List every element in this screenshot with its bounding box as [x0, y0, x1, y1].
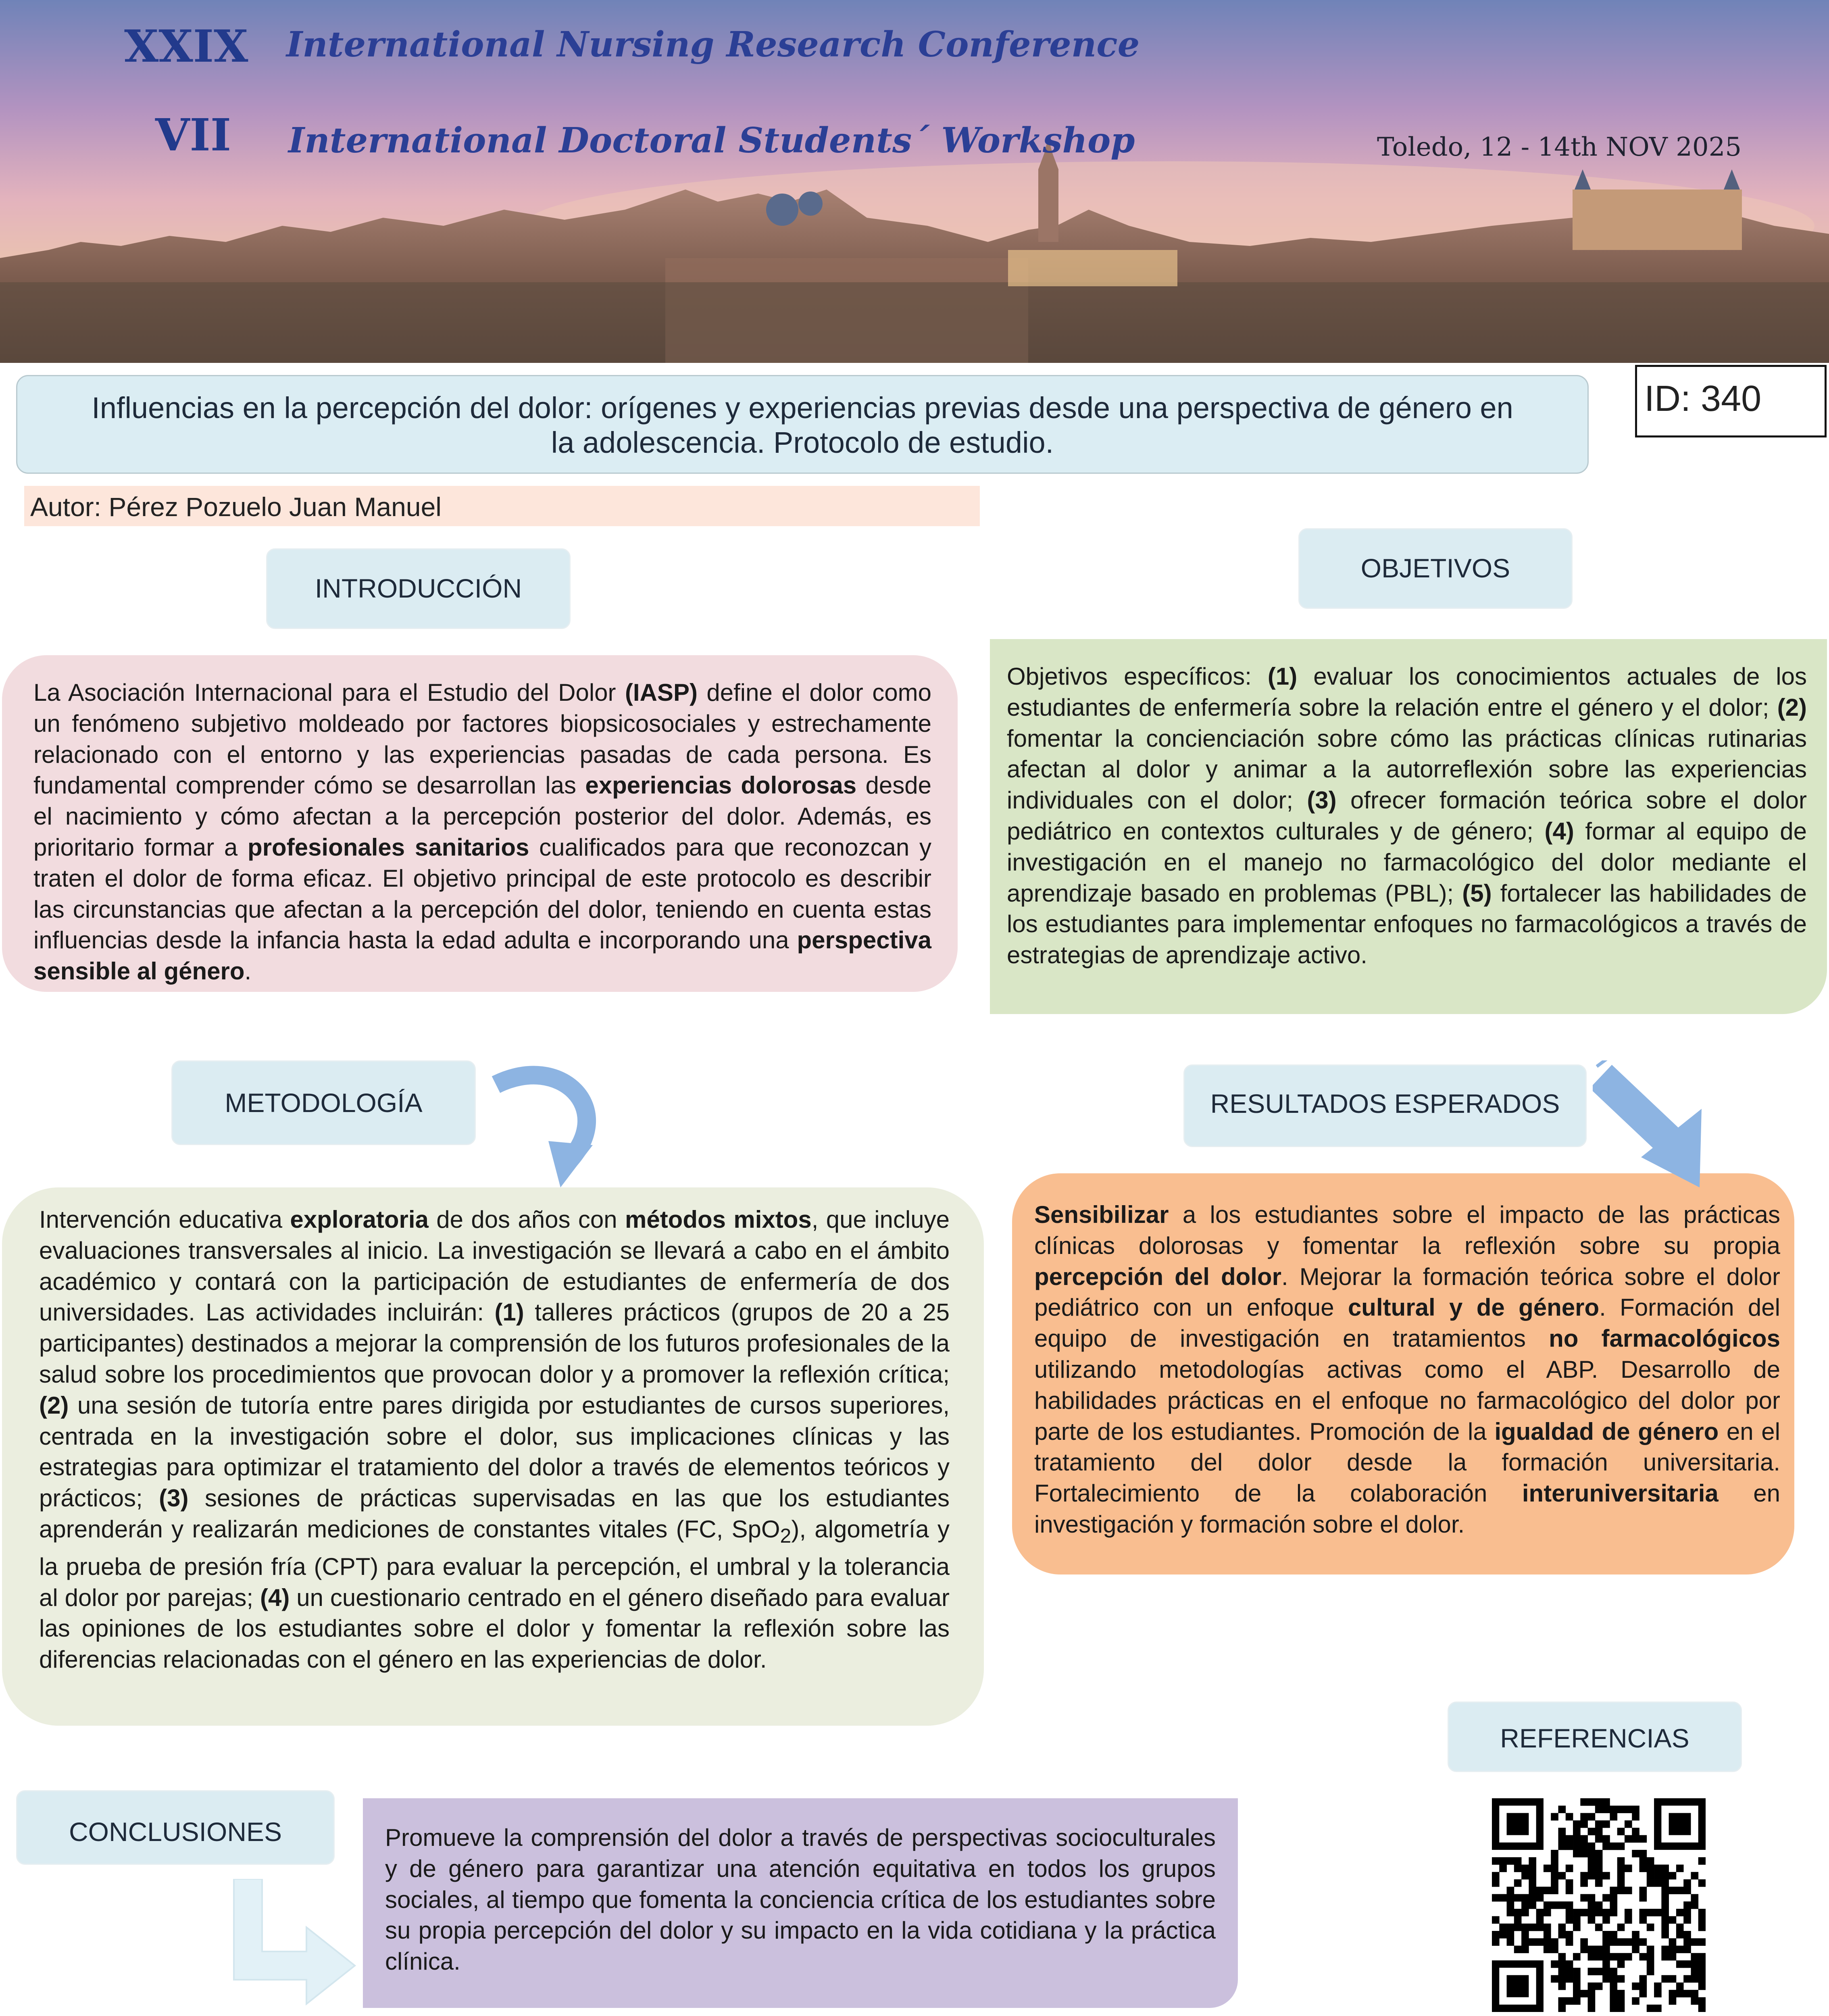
bent-arrow-icon — [226, 1879, 359, 2012]
poster-title — [16, 375, 1589, 474]
section-header-expected-results: RESULTADOS ESPERADOS — [1183, 1064, 1587, 1147]
header-banner — [0, 0, 1829, 363]
results-bold: percepción del dolor — [1034, 1263, 1281, 1290]
objectives-text-part: ofrecer formación teórica sobre el dolor pediátrico en contextos culturales y de género; — [1007, 787, 1807, 845]
methodology-bold-mixed-methods: métodos mixtos — [625, 1206, 812, 1233]
intro-text-part: desde el nacimiento y cómo afectan a la percepción posterior del dolor. Además, es prioritario formar a — [33, 772, 931, 861]
expected-results-text — [1012, 1173, 1794, 1574]
spo2-subscript: 2 — [780, 1524, 792, 1547]
methodology-text — [2, 1187, 984, 1726]
section-header-objectives: OBJETIVOS — [1298, 528, 1573, 609]
section-header-conclusions: CONCLUSIONES — [16, 1790, 335, 1865]
methodology-text-part: Intervención educativa — [39, 1206, 290, 1233]
objectives-text — [990, 639, 1827, 1014]
methodology-text-part: talleres prácticos (grupos de 20 a 25 participantes) destinados a mejorar la comprensión de los futuros profesionales de la salud sobre los procedimientos que provocan dolor y a promover la reflexión crítica; — [39, 1299, 950, 1388]
diagonal-arrow-icon — [1593, 1060, 1714, 1193]
objectives-text-part: fortalecer las habilidades de los estudiantes para implementar enfoques no farmacológicos a través de estrategias de aprendizaje activo. — [1007, 879, 1807, 969]
results-text-part: . Mejorar la formación teórica sobre el dolor pediátrico con un enfoque — [1034, 1263, 1780, 1321]
objective-number: (2) — [1777, 694, 1807, 721]
results-bold: no farmacológicos — [1549, 1325, 1780, 1352]
objective-number: (5) — [1462, 879, 1492, 907]
intro-text-part: define el dolor como un fenómeno subjetivo moldeado por factores biopsicosociales y estrechamente relacionado con el entorno y las experiencias pasadas de cada persona. Es fundamental comprender cómo se desarrollan las — [33, 679, 931, 799]
objectives-text-part: fomentar la concienciación sobre cómo las prácticas clínicas rutinarias afectan al dolor y animar a la autorreflexión sobre las experiencias individuales con el dolor; — [1007, 725, 1807, 814]
intro-text-part: cualificados para que reconozcan y traten el dolor de forma eficaz. El objetivo principal de este protocolo es describir las circunstancias que afectan a la percepción del dolor, teniendo en cuenta estas influencias desde la infancia hasta la edad adulta e incorporando una — [33, 833, 931, 954]
objectives-text-part: evaluar los conocimientos actuales de los estudiantes de enfermería sobre la relación entre el género y el dolor; — [1007, 663, 1807, 721]
workshop-title: International Doctoral Students´ Workshop — [288, 120, 1135, 161]
intro-bold-painful-experiences: experiencias dolorosas — [585, 772, 857, 799]
objective-number: (1) — [1267, 663, 1298, 690]
results-bold: igualdad de género — [1494, 1418, 1719, 1445]
results-text-part: utilizando metodologías activas como el ABP. Desarrollo de habilidades prácticas en el enfoque no farmacológico del dolor por parte de los estudiantes. Promoción de la — [1034, 1356, 1780, 1445]
activity-number: (1) — [494, 1299, 524, 1326]
methodology-text-part: un cuestionario centrado en el género diseñado para evaluar las opiniones de los estudiantes sobre el dolor y fomentar la reflexión sobre las diferencias relacionadas con el género en las experiencias de dolor. — [39, 1584, 950, 1673]
methodology-text-part: sesiones de prácticas supervisadas en las que los estudiantes aprenderán y realizarán mediciones de constantes vitales (FC, SpO — [39, 1485, 950, 1543]
conference-title: International Nursing Research Conference — [286, 24, 1140, 65]
section-header-methodology: METODOLOGÍA — [171, 1060, 476, 1145]
results-text-part: a los estudiantes sobre el impacto de las prácticas clínicas dolorosas y fomentar la reflexión sobre su propia — [1034, 1201, 1780, 1259]
workshop-number: VII — [155, 109, 231, 161]
results-text-part: . Formación del equipo de investigación en tratamientos — [1034, 1294, 1781, 1352]
methodology-text-part: , que incluye evaluaciones transversales al inicio. La investigación se llevará a cabo en el ámbito académico y contará con la participación de estudiantes de enfermería de dos universidades. Las actividades incluirán: — [39, 1206, 950, 1326]
results-bold: Sensibilizar — [1034, 1201, 1169, 1228]
methodology-text-part: ), algometría y la prueba de presión fría (CPT) para evaluar la percepción, el umbral y la tolerancia al dolor por parejas; — [39, 1515, 950, 1611]
intro-bold-iasp: (IASP) — [625, 679, 698, 706]
activity-number: (3) — [159, 1485, 189, 1512]
conclusions-text: Promueve la comprensión del dolor a través de perspectivas socioculturales y de género para garantizar una atención equitativa en todos los grupos sociales, al tiempo que fomenta la conciencia crítica de los estudiantes sobre su propia percepción del dolor y su impacto en la vida cotidiana y la práctica clínica. — [363, 1798, 1238, 2008]
qr-code-icon[interactable] — [1492, 1798, 1706, 2012]
conference-number: XXIX — [124, 20, 248, 72]
results-bold: interuniversitaria — [1522, 1480, 1719, 1507]
intro-text-part: La Asociación Internacional para el Estudio del Dolor — [33, 679, 625, 706]
intro-bold-gender-perspective: perspectiva sensible al género — [33, 927, 931, 985]
objective-number: (3) — [1307, 787, 1337, 814]
intro-bold-health-professionals: profesionales sanitarios — [248, 833, 529, 861]
activity-number: (2) — [39, 1391, 69, 1419]
methodology-bold-exploratory: exploratoria — [290, 1206, 429, 1233]
results-text-part: en el tratamiento del dolor desde la formación universitaria. Fortalecimiento de la colaboración — [1034, 1418, 1780, 1507]
poster-title-line2: la adolescencia. Protocolo de estudio. — [551, 426, 1054, 459]
methodology-text-part: de dos años con — [428, 1206, 625, 1233]
author: Autor: Pérez Pozuelo Juan Manuel — [24, 486, 980, 526]
methodology-text-part: una sesión de tutoría entre pares dirigida por estudiantes de cursos superiores, centrada en la investigación sobre el dolor, sus implicaciones clínicas y las estrategias para optimizar el tratamiento del dolor a través de elementos teóricos y prácticos; — [39, 1391, 950, 1512]
event-location-date: Toledo, 12 - 14th NOV 2025 — [1377, 132, 1742, 162]
results-bold: cultural y de género — [1348, 1294, 1600, 1321]
objectives-text-part: formar al equipo de investigación en el manejo no farmacológico del dolor mediante el aprendizaje basado en problemas (PBL); — [1007, 817, 1807, 907]
poster-title-line1: Influencias en la percepción del dolor: orígenes y experiencias previas desde una perspectiva de género en — [92, 391, 1513, 425]
objective-number: (4) — [1544, 817, 1574, 845]
section-header-references: REFERENCIAS — [1448, 1702, 1742, 1772]
activity-number: (4) — [260, 1584, 290, 1611]
curved-arrow-icon — [488, 1060, 621, 1193]
poster-id: ID: 340 — [1635, 365, 1827, 437]
objectives-text-part: Objetivos específicos: — [1007, 663, 1268, 690]
intro-text-part: . — [244, 958, 252, 985]
section-header-introduction: INTRODUCCIÓN — [266, 548, 571, 629]
introduction-text — [2, 655, 958, 992]
results-text-part: en investigación y formación sobre el dolor. — [1034, 1480, 1780, 1538]
